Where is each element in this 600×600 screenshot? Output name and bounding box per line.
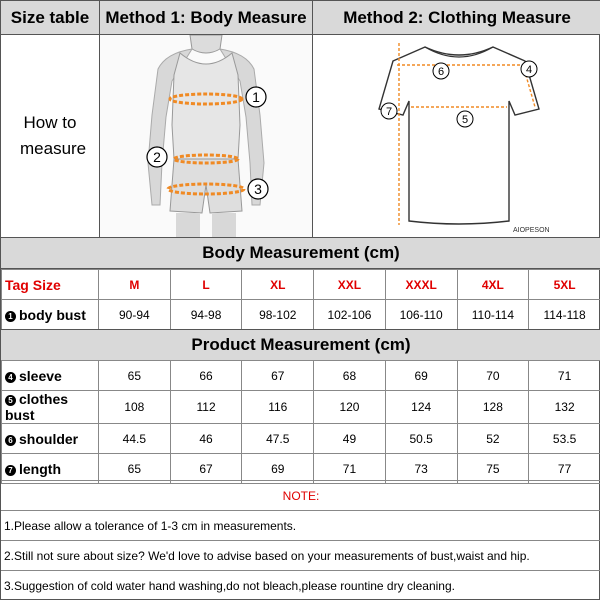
size-cell: 4XL	[457, 270, 529, 300]
value-cell: 69	[385, 361, 457, 391]
row-label-text: sleeve	[19, 367, 62, 384]
svg-text:7: 7	[385, 106, 393, 118]
value-cell: 116	[242, 391, 314, 424]
value-cell: 90-94	[99, 300, 171, 330]
value-cell: 71	[314, 454, 386, 484]
value-cell: 70	[457, 361, 529, 391]
notes-section	[1, 480, 600, 600]
svg-text:3: 3	[254, 181, 262, 197]
value-cell: 71	[529, 361, 600, 391]
body-bust-row	[2, 300, 600, 330]
value-cell: 66	[170, 361, 242, 391]
value-cell: 94-98	[170, 300, 242, 330]
value-cell: 49	[314, 424, 386, 454]
value-cell: 108	[99, 391, 171, 424]
svg-text:1: 1	[252, 89, 260, 105]
value-cell: 102-106	[314, 300, 386, 330]
svg-text:4: 4	[525, 64, 533, 76]
row-label-text: body bust	[19, 306, 86, 323]
value-cell: 77	[529, 454, 600, 484]
marker-4	[521, 61, 537, 77]
shoulder-row	[2, 424, 600, 454]
marker-3	[248, 179, 268, 199]
row-label	[2, 424, 99, 454]
number-badge: 4	[5, 372, 16, 383]
marker-1	[246, 87, 266, 107]
clothing-measure-figure	[313, 35, 600, 237]
svg-text:5: 5	[461, 114, 469, 126]
length-row	[2, 454, 600, 484]
value-cell: 46	[170, 424, 242, 454]
how-to-measure-label: How to measure	[20, 113, 87, 158]
size-cell: M	[99, 270, 171, 300]
size-cell: XXXL	[385, 270, 457, 300]
value-cell: 112	[170, 391, 242, 424]
row-label-text: length	[19, 460, 61, 477]
value-cell: 53.5	[529, 424, 600, 454]
tag-size-row	[2, 270, 600, 300]
marker-6	[433, 63, 449, 79]
product-measurement-table	[1, 360, 600, 484]
value-cell: 106-110	[385, 300, 457, 330]
size-cell: XL	[242, 270, 314, 300]
value-cell: 110-114	[457, 300, 529, 330]
svg-text:2: 2	[153, 149, 161, 165]
sleeve-row	[2, 361, 600, 391]
value-cell: 114-118	[529, 300, 600, 330]
value-cell: 120	[314, 391, 386, 424]
number-badge: 1	[5, 311, 16, 322]
body-measurement-title: Body Measurement (cm)	[1, 237, 600, 269]
body-measurement-table	[1, 269, 600, 330]
size-cell: XXL	[314, 270, 386, 300]
size-cell: 5XL	[529, 270, 600, 300]
note-item-1: 1.Please allow a tolerance of 1-3 cm in measurements.	[1, 510, 600, 540]
value-cell: 65	[99, 361, 171, 391]
value-cell: 50.5	[385, 424, 457, 454]
size-cell: L	[170, 270, 242, 300]
value-cell: 73	[385, 454, 457, 484]
note-title: NOTE:	[1, 480, 600, 510]
value-cell: 124	[385, 391, 457, 424]
number-badge: 6	[5, 435, 16, 446]
value-cell: 67	[242, 361, 314, 391]
product-measurement-title: Product Measurement (cm)	[1, 329, 600, 361]
value-cell: 44.5	[99, 424, 171, 454]
value-cell: 47.5	[242, 424, 314, 454]
tshirt-illustration	[313, 35, 600, 237]
how-to-measure-cell	[1, 35, 100, 237]
value-cell: 52	[457, 424, 529, 454]
note-item-2: 2.Still not sure about size? We'd love to advise based on your measurements of bust,waist and hip.	[1, 540, 600, 570]
body-measure-figure	[100, 35, 313, 237]
row-label	[2, 300, 99, 330]
clothes-bust-row	[2, 391, 600, 424]
marker-2	[147, 147, 167, 167]
row-label	[2, 454, 99, 484]
value-cell: 69	[242, 454, 314, 484]
row-label-text: clothes bust	[5, 391, 69, 423]
value-cell: 75	[457, 454, 529, 484]
value-cell: 98-102	[242, 300, 314, 330]
number-badge: 5	[5, 395, 16, 406]
value-cell: 68	[314, 361, 386, 391]
value-cell: 65	[99, 454, 171, 484]
value-cell: 128	[457, 391, 529, 424]
brand-tag: AIOPESON	[513, 227, 550, 234]
body-figure-illustration	[100, 35, 312, 237]
header-method2: Method 2: Clothing Measure	[313, 1, 600, 35]
value-cell: 132	[529, 391, 600, 424]
row-label-text: shoulder	[19, 430, 79, 447]
header-method1: Method 1: Body Measure	[100, 1, 313, 35]
note-item-3: 3.Suggestion of cold water hand washing,do not bleach,please rountine dry cleaning.	[1, 570, 600, 600]
row-label	[2, 361, 99, 391]
header-size-table: Size table	[1, 1, 100, 35]
row-label	[2, 391, 99, 424]
svg-text:6: 6	[437, 66, 445, 78]
value-cell: 67	[170, 454, 242, 484]
marker-5	[457, 111, 473, 127]
number-badge: 7	[5, 465, 16, 476]
tag-size-label: Tag Size	[2, 270, 99, 300]
marker-7	[381, 103, 397, 119]
